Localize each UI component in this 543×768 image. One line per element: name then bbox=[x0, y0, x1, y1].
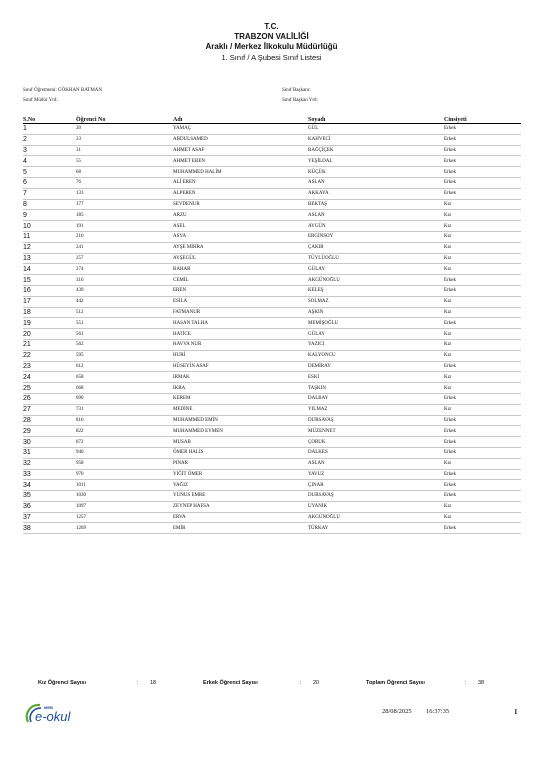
cell-gender: Kız bbox=[444, 221, 521, 232]
cell-last-name: ERGİNSOY bbox=[308, 231, 444, 242]
cell-student-no: 430 bbox=[76, 285, 173, 296]
cell-gender: Erkek bbox=[444, 134, 521, 145]
table-row bbox=[23, 361, 521, 372]
cell-student-no: 133 bbox=[76, 188, 173, 199]
meta-teacher: Sınıf Öğretmeni: GÖKHAN BATMAN bbox=[23, 88, 103, 93]
cell-sno: 28 bbox=[23, 415, 76, 426]
cell-first-name: ESİLA bbox=[173, 296, 308, 307]
header-tc: T.C. bbox=[264, 22, 279, 31]
cell-first-name: ABDULSAMED bbox=[173, 134, 308, 145]
table-row bbox=[23, 177, 521, 188]
cell-last-name: TÜYLÜOĞLU bbox=[308, 253, 444, 264]
table-row bbox=[23, 329, 521, 340]
cell-student-no: 31 bbox=[76, 145, 173, 156]
print-date: 28/08/2025 bbox=[382, 708, 412, 715]
cell-gender: Kız bbox=[444, 404, 521, 415]
cell-student-no: 872 bbox=[76, 437, 173, 448]
table-row bbox=[23, 447, 521, 458]
cell-first-name: YUNUS EMRE bbox=[173, 491, 308, 502]
cell-sno: 11 bbox=[23, 231, 76, 242]
cell-gender: Kız bbox=[444, 296, 521, 307]
cell-sno: 19 bbox=[23, 318, 76, 329]
cell-first-name: AHMET ASAF bbox=[173, 145, 308, 156]
cell-first-name: BAHAR bbox=[173, 264, 308, 275]
table-row bbox=[23, 480, 521, 491]
cell-student-no: 822 bbox=[76, 426, 173, 437]
cell-student-no: 210 bbox=[76, 231, 173, 242]
cell-first-name: İKRA bbox=[173, 383, 308, 394]
cell-first-name: MUSAB bbox=[173, 437, 308, 448]
cell-gender: Erkek bbox=[444, 285, 521, 296]
table-row bbox=[23, 469, 521, 480]
table-row bbox=[23, 275, 521, 286]
table-row bbox=[23, 458, 521, 469]
cell-gender: Kız bbox=[444, 383, 521, 394]
cell-sno: 6 bbox=[23, 177, 76, 188]
cell-gender: Erkek bbox=[444, 318, 521, 329]
cell-gender: Erkek bbox=[444, 145, 521, 156]
total-count-label: Toplam Öğrenci Sayısı bbox=[366, 680, 425, 686]
cell-sno: 25 bbox=[23, 383, 76, 394]
table-row bbox=[23, 285, 521, 296]
cell-first-name: HURİ bbox=[173, 350, 308, 361]
table-row bbox=[23, 404, 521, 415]
cell-gender: Erkek bbox=[444, 156, 521, 167]
cell-first-name: CEMİL bbox=[173, 275, 308, 286]
cell-student-no: 668 bbox=[76, 383, 173, 394]
cell-first-name: HÜSEYİN ASAF bbox=[173, 361, 308, 372]
cell-sno: 15 bbox=[23, 275, 76, 286]
cell-last-name: KALYONCU bbox=[308, 350, 444, 361]
cell-first-name: MEDİNE bbox=[173, 404, 308, 415]
cell-student-no: 731 bbox=[76, 404, 173, 415]
girls-count-sep: : bbox=[137, 680, 139, 686]
col-header-student-no: Öğrenci No bbox=[76, 116, 173, 124]
cell-first-name: ÖMER HALİS bbox=[173, 447, 308, 458]
cell-first-name: YAMAÇ bbox=[173, 124, 308, 135]
cell-sno: 24 bbox=[23, 372, 76, 383]
table-row bbox=[23, 221, 521, 232]
cell-first-name: IRMAK bbox=[173, 372, 308, 383]
cell-last-name: KÜÇÜK bbox=[308, 167, 444, 178]
cell-student-no: 191 bbox=[76, 221, 173, 232]
cell-sno: 30 bbox=[23, 437, 76, 448]
cell-sno: 34 bbox=[23, 480, 76, 491]
meta-class-president: Sınıf Başkanı: bbox=[282, 88, 311, 93]
header-school: Araklı / Merkez İlkokulu Müdürlüğü bbox=[205, 42, 338, 51]
cell-first-name: HATİCE bbox=[173, 329, 308, 340]
cell-first-name: MUHAMMED EMİN bbox=[173, 415, 308, 426]
cell-student-no: 690 bbox=[76, 393, 173, 404]
cell-student-no: 940 bbox=[76, 447, 173, 458]
table-row bbox=[23, 393, 521, 404]
cell-first-name: EMİR bbox=[173, 523, 308, 534]
cell-gender: Erkek bbox=[444, 437, 521, 448]
cell-sno: 14 bbox=[23, 264, 76, 275]
cell-last-name: GÜLAY bbox=[308, 329, 444, 340]
cell-gender: Erkek bbox=[444, 415, 521, 426]
cell-sno: 2 bbox=[23, 134, 76, 145]
cell-student-no: 1011 bbox=[76, 480, 173, 491]
col-header-last-name: Soyadı bbox=[308, 116, 444, 124]
cell-gender: Erkek bbox=[444, 447, 521, 458]
cell-gender: Kız bbox=[444, 512, 521, 523]
table-row bbox=[23, 523, 521, 534]
girls-count-label: Kız Öğrenci Sayısı bbox=[38, 680, 86, 686]
cell-gender: Kız bbox=[444, 199, 521, 210]
cell-first-name: ZEYNEP HAFSA bbox=[173, 501, 308, 512]
meta-class-vice-president: Sınıf Başkan Yrd: bbox=[282, 98, 318, 103]
table-row bbox=[23, 372, 521, 383]
cell-last-name: GÜLAY bbox=[308, 264, 444, 275]
table-row bbox=[23, 426, 521, 437]
cell-student-no: 442 bbox=[76, 296, 173, 307]
cell-last-name: DEMİRAY bbox=[308, 361, 444, 372]
boys-count-value: 20 bbox=[313, 680, 320, 686]
cell-first-name: ALPEREN bbox=[173, 188, 308, 199]
cell-sno: 23 bbox=[23, 361, 76, 372]
cell-student-no: 76 bbox=[76, 177, 173, 188]
cell-sno: 27 bbox=[23, 404, 76, 415]
cell-sno: 33 bbox=[23, 469, 76, 480]
boys-count-sep: : bbox=[300, 680, 302, 686]
cell-student-no: 658 bbox=[76, 372, 173, 383]
cell-sno: 35 bbox=[23, 491, 76, 502]
cell-sno: 18 bbox=[23, 307, 76, 318]
eokul-logo-graphic bbox=[22, 700, 102, 726]
table-row bbox=[23, 210, 521, 221]
cell-gender: Kız bbox=[444, 264, 521, 275]
page-number: 1 bbox=[514, 708, 518, 716]
cell-last-name: KAHVECİ bbox=[308, 134, 444, 145]
cell-student-no: 257 bbox=[76, 253, 173, 264]
cell-last-name: GÜL bbox=[308, 124, 444, 135]
student-table bbox=[23, 116, 521, 534]
cell-student-no: 561 bbox=[76, 329, 173, 340]
table-row bbox=[23, 264, 521, 275]
cell-last-name: UYANIK bbox=[308, 501, 444, 512]
table-row bbox=[23, 491, 521, 502]
cell-gender: Kız bbox=[444, 329, 521, 340]
cell-gender: Kız bbox=[444, 253, 521, 264]
cell-last-name: BEKTAŞ bbox=[308, 199, 444, 210]
meta-vice-principal: Sınıf Müdür Yrd: bbox=[23, 98, 58, 103]
cell-student-no: 970 bbox=[76, 469, 173, 480]
cell-gender: Erkek bbox=[444, 469, 521, 480]
cell-student-no: 958 bbox=[76, 458, 173, 469]
girls-count-value: 18 bbox=[150, 680, 157, 686]
cell-gender: Kız bbox=[444, 210, 521, 221]
cell-student-no: 1097 bbox=[76, 501, 173, 512]
cell-sno: 38 bbox=[23, 523, 76, 534]
total-count-sep: : bbox=[465, 680, 467, 686]
cell-first-name: AHMET EREN bbox=[173, 156, 308, 167]
cell-first-name: ASYA bbox=[173, 231, 308, 242]
cell-last-name: ÇAKIR bbox=[308, 242, 444, 253]
table-row bbox=[23, 383, 521, 394]
cell-first-name: HAVVA NUR bbox=[173, 339, 308, 350]
cell-sno: 21 bbox=[23, 339, 76, 350]
cell-last-name: SOLMAZ bbox=[308, 296, 444, 307]
eokul-logo bbox=[22, 700, 102, 726]
cell-gender: Kız bbox=[444, 372, 521, 383]
print-time: 16:37:35 bbox=[426, 708, 450, 715]
cell-sno: 13 bbox=[23, 253, 76, 264]
table-row bbox=[23, 339, 521, 350]
cell-sno: 26 bbox=[23, 393, 76, 404]
table-row bbox=[23, 134, 521, 145]
cell-sno: 32 bbox=[23, 458, 76, 469]
cell-last-name: BAĞÇİÇEK bbox=[308, 145, 444, 156]
cell-gender: Kız bbox=[444, 307, 521, 318]
table-row bbox=[23, 242, 521, 253]
cell-first-name: ARZU bbox=[173, 210, 308, 221]
cell-student-no: 241 bbox=[76, 242, 173, 253]
cell-last-name: YILMAZ bbox=[308, 404, 444, 415]
cell-last-name: DALBAY bbox=[308, 393, 444, 404]
cell-first-name: EREN bbox=[173, 285, 308, 296]
cell-student-no: 562 bbox=[76, 339, 173, 350]
cell-gender: Erkek bbox=[444, 480, 521, 491]
cell-student-no: 512 bbox=[76, 307, 173, 318]
table-row bbox=[23, 307, 521, 318]
header-governorship: TRABZON VALİLİĞİ bbox=[234, 32, 309, 41]
cell-student-no: 612 bbox=[76, 361, 173, 372]
cell-sno: 8 bbox=[23, 199, 76, 210]
cell-sno: 29 bbox=[23, 426, 76, 437]
cell-student-no: 595 bbox=[76, 350, 173, 361]
col-header-first-name: Adı bbox=[173, 116, 308, 124]
table-row bbox=[23, 188, 521, 199]
cell-sno: 31 bbox=[23, 447, 76, 458]
cell-gender: Erkek bbox=[444, 177, 521, 188]
boys-count-label: Erkek Öğrenci Sayısı bbox=[203, 680, 258, 686]
summary-bar bbox=[0, 680, 543, 690]
cell-last-name: MÜZENNET bbox=[308, 426, 444, 437]
cell-last-name: ASLAN bbox=[308, 210, 444, 221]
cell-gender: Erkek bbox=[444, 188, 521, 199]
cell-student-no: 274 bbox=[76, 264, 173, 275]
cell-gender: Kız bbox=[444, 231, 521, 242]
cell-first-name: AYŞE MİHRA bbox=[173, 242, 308, 253]
cell-first-name: ALİ EREN bbox=[173, 177, 308, 188]
cell-student-no: 816 bbox=[76, 415, 173, 426]
cell-gender: Erkek bbox=[444, 426, 521, 437]
cell-sno: 36 bbox=[23, 501, 76, 512]
cell-first-name: PINAR bbox=[173, 458, 308, 469]
table-row bbox=[23, 415, 521, 426]
cell-first-name: ERVA bbox=[173, 512, 308, 523]
cell-last-name: TAŞKIN bbox=[308, 383, 444, 394]
cell-gender: Kız bbox=[444, 350, 521, 361]
col-header-gender: Cinsiyeti bbox=[444, 116, 521, 124]
cell-gender: Erkek bbox=[444, 275, 521, 286]
table-row bbox=[23, 124, 521, 135]
cell-gender: Erkek bbox=[444, 361, 521, 372]
cell-last-name: DURSAVAŞ bbox=[308, 415, 444, 426]
student-rows bbox=[23, 124, 521, 534]
cell-sno: 16 bbox=[23, 285, 76, 296]
cell-student-no: 177 bbox=[76, 199, 173, 210]
cell-student-no: 316 bbox=[76, 275, 173, 286]
cell-sno: 5 bbox=[23, 167, 76, 178]
cell-last-name: DALKES bbox=[308, 447, 444, 458]
cell-student-no: 1269 bbox=[76, 523, 173, 534]
cell-gender: Erkek bbox=[444, 124, 521, 135]
cell-first-name: KEREM bbox=[173, 393, 308, 404]
cell-last-name: YEŞİLDAL bbox=[308, 156, 444, 167]
logo-eokul-text: e-okul bbox=[35, 709, 71, 724]
cell-sno: 4 bbox=[23, 156, 76, 167]
cell-last-name: ASLAN bbox=[308, 458, 444, 469]
cell-sno: 12 bbox=[23, 242, 76, 253]
cell-gender: Kız bbox=[444, 242, 521, 253]
table-row bbox=[23, 145, 521, 156]
table-row bbox=[23, 318, 521, 329]
cell-last-name: ÇORUK bbox=[308, 437, 444, 448]
cell-sno: 3 bbox=[23, 145, 76, 156]
col-header-sno: S.No bbox=[23, 116, 76, 124]
table-row bbox=[23, 253, 521, 264]
cell-last-name: AKGÜNOĞLU bbox=[308, 275, 444, 286]
cell-gender: Erkek bbox=[444, 167, 521, 178]
cell-first-name: SEVDENUR bbox=[173, 199, 308, 210]
table-row bbox=[23, 167, 521, 178]
cell-gender: Kız bbox=[444, 339, 521, 350]
cell-gender: Kız bbox=[444, 501, 521, 512]
table-row bbox=[23, 512, 521, 523]
cell-last-name: DURSAVAŞ bbox=[308, 491, 444, 502]
cell-sno: 10 bbox=[23, 221, 76, 232]
cell-last-name: YAVUZ bbox=[308, 469, 444, 480]
cell-last-name: KELEŞ bbox=[308, 285, 444, 296]
cell-gender: Kız bbox=[444, 458, 521, 469]
cell-gender: Erkek bbox=[444, 523, 521, 534]
cell-first-name: YİĞİT ÖMER bbox=[173, 469, 308, 480]
table-row bbox=[23, 296, 521, 307]
cell-student-no: 185 bbox=[76, 210, 173, 221]
cell-last-name: AŞKIN bbox=[308, 307, 444, 318]
cell-first-name: MUHAMMED EYMEN bbox=[173, 426, 308, 437]
cell-last-name: ESKİ bbox=[308, 372, 444, 383]
cell-last-name: ÇINAR bbox=[308, 480, 444, 491]
cell-sno: 7 bbox=[23, 188, 76, 199]
cell-student-no: 551 bbox=[76, 318, 173, 329]
cell-last-name: AYGÜN bbox=[308, 221, 444, 232]
cell-last-name: AKGÜNOĞLU bbox=[308, 512, 444, 523]
logo-meb-text: MEB bbox=[44, 705, 53, 710]
table-row bbox=[23, 199, 521, 210]
cell-student-no: 55 bbox=[76, 156, 173, 167]
cell-first-name: ASEL bbox=[173, 221, 308, 232]
cell-last-name: ASLAN bbox=[308, 177, 444, 188]
cell-sno: 1 bbox=[23, 124, 76, 135]
cell-gender: Erkek bbox=[444, 393, 521, 404]
cell-first-name: HASAN TALHA bbox=[173, 318, 308, 329]
cell-last-name: MEMİŞOĞLU bbox=[308, 318, 444, 329]
cell-student-no: 20 bbox=[76, 124, 173, 135]
table-row bbox=[23, 501, 521, 512]
table-header-row bbox=[23, 116, 521, 124]
table-row bbox=[23, 231, 521, 242]
cell-sno: 9 bbox=[23, 210, 76, 221]
cell-first-name: YAĞIZ bbox=[173, 480, 308, 491]
cell-gender: Erkek bbox=[444, 491, 521, 502]
cell-student-no: 1257 bbox=[76, 512, 173, 523]
cell-sno: 22 bbox=[23, 350, 76, 361]
total-count-value: 38 bbox=[478, 680, 485, 686]
cell-student-no: 23 bbox=[76, 134, 173, 145]
cell-sno: 17 bbox=[23, 296, 76, 307]
table-row bbox=[23, 156, 521, 167]
table-row bbox=[23, 350, 521, 361]
cell-last-name: TÜRKAY bbox=[308, 523, 444, 534]
cell-student-no: 68 bbox=[76, 167, 173, 178]
cell-sno: 37 bbox=[23, 512, 76, 523]
table-row bbox=[23, 437, 521, 448]
header-list-title: 1. Sınıf / A Şubesi Sınıf Listesi bbox=[221, 53, 322, 62]
cell-first-name: MUHAMMED HALİM bbox=[173, 167, 308, 178]
cell-first-name: AYŞEGÜL bbox=[173, 253, 308, 264]
cell-last-name: AKKAYA bbox=[308, 188, 444, 199]
cell-sno: 20 bbox=[23, 329, 76, 340]
cell-student-no: 1030 bbox=[76, 491, 173, 502]
cell-first-name: FATMANUR bbox=[173, 307, 308, 318]
cell-last-name: YAZICI bbox=[308, 339, 444, 350]
